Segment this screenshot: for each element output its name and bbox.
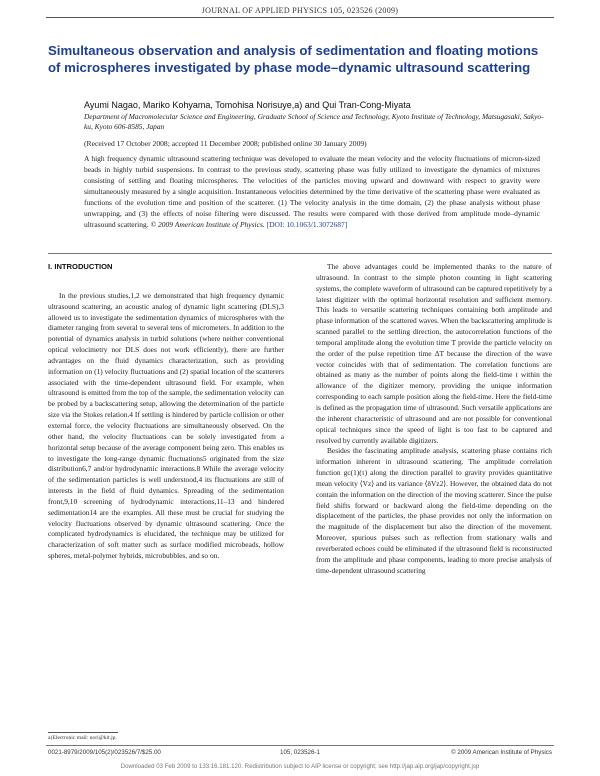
paragraph: In the previous studies,1,2 we demonstrated that high frequency dynamic ultrasound scattering, an acoustic analog of dynamic light scattering (DLS),3 allowed us to investigate the sedimentation dynamics of microspheres with the diameter ranging from several to several tens of micrometers. In addition to the potential of dynamics analysis in turbid solutions (where neither conventional optical velocimetry nor DLS does not work efficiently), there are further advantages on the fluid dynamics characterization, such as providing information on (1) velocity fluctuations and (2) spatial location of the scatterers associated with the time-dependent ultrasound field. For example, when ultrasound is emitted from the top of the sample, the sedimentation velocity can be probed by a backscattering setup, allowing the determination of the particle size via the Stokes relation.4 If settling is hindered by particle collision or other external force, the velocity fluctuations are simultaneously observed. On the other hand, the velocity fluctuations can be solely investigated from a horizontal setup because of the average component being zero. This enables us to investigate the long-range dynamic fluctuations5 originated from the size distribution6,7 and/or hydrodynamic interactions.8 While the average velocity of the sedimentation particles is well understood,4 its fluctuations are still of interests in the field of fluid dynamics. Spreading of the sedimentation front,9,10 screening of hydrodynamic interactions,11–13 and hindered sedimentation14 are the examples. All these must be crucial for studying the velocity fluctuations observed by dynamic ultrasound scattering. Once the complicated hydrodynamics is elucidated, the technique may be utilized for characterization of soft matter such as surface modified microbeads, hollow spheres, metal-polymer hybrids, microbubbles, and so on. — [48, 290, 284, 561]
footer-rule — [46, 745, 554, 746]
abstract — [84, 154, 540, 231]
left-column — [48, 262, 284, 562]
footnote-rule — [48, 732, 118, 733]
received-dates: (Received 17 October 2008; accepted 11 December 2008; published online 30 January 2009) — [84, 139, 367, 148]
footnote-email: a)Electronic mail: nori@kit.jp. — [48, 735, 117, 741]
download-notice: Downloaded 03 Feb 2009 to 133.16.181.120. Redistribution subject to AIP license or copyright; see http://jap.aip.org/jap/copyright.jsp — [120, 763, 480, 770]
author-list: Ayumi Nagao, Mariko Kohyama, Tomohisa Norisuye,a) and Qui Tran-Cong-Miyata — [84, 100, 411, 110]
header-rule — [46, 17, 554, 18]
abstract-text: A high frequency dynamic ultrasound scattering technique was developed to evaluate the mean velocity and the velocity fluctuations of micron-sized beads in highly turbid suspensions. In contrast to the previous study, scattering phase was fully utilized to investigate the dynamics of mixtures consisting of settling and floating microspheres. The velocities of the particles moving upward and downward with respect to gravity were simultaneously measured by a single acquisition. Instantaneous velocities determined by the time derivative of the scattering phase were evaluated as functions of the evolution time and position of the scatterer. (1) The velocity analysis in the time domain, (2) the phase analysis without phase unwrapping, and (3) the effects of noise filtering were discussed. The results were compared with those derived from amplitude mode–dynamic ultrasound scattering. — [84, 154, 540, 229]
doi-link[interactable]: [DOI: 10.1063/1.3072687] — [266, 219, 348, 229]
section-divider — [48, 253, 552, 254]
article-title: Simultaneous observation and analysis of sedimentation and floating motions of microspheres investigated by phase mode–dynamic ultrasound scattering — [48, 43, 539, 75]
paragraph: Besides the fascinating amplitude analysis, scattering phase contains rich information inherent in ultrasound scattering. The amplitude correlation function gc(1)(τ) along the direction parallel to gravity provides quantitative mean velocity ⟨Vz⟩ and its variance ⟨δVz2⟩. However, the obtained data do not contain the information on the direction of the moving scatterer. Since the pulse field shifts forward or backward along the field-time depending on the displacement of the particles, the phase provides not only the information on the magnitude of the displacement but also the direction of the movement. Moreover, spurious pulses such as reflection from stationary walls and reverberated echoes could be eliminated if the ultrasound field is reconstructed from the amplitude and phase components, leading to more precise analysis of time-dependent ultrasound scattering — [316, 446, 552, 575]
abstract-copyright: © 2009 American Institute of Physics. — [150, 219, 265, 229]
affiliation: Department of Macromolecular Science and Engineering, Graduate School of Science and Technology, Kyoto Institute of Technology, Matsugasaki, Sakyo-ku, Kyoto 606-8585, Japan — [84, 112, 544, 131]
paragraph: The above advantages could be implemented thanks to the nature of ultrasound. In contrast to the simple photon counting in light scattering systems, the complete waveform of ultrasound can be captured repetitively by a latest digitizer with the optimal horizontal resolution and sufficient memory. This leads to versatile scattering techniques containing both amplitude and phase information of the scattered waves. When the backscattering amplitude is scanned parallel to the settling direction, the autocorrelation functions of the temporal amplitude along the evolution time T provide the particle velocity on the order of the pulse repetition time ΔT because the direction of the wave vector coincides with that of sedimentation. The correlation functions are obtained as many as the number of points along the field-time t within the allowance of the digitizer memory, providing the unique information corresponding to each sample position along the field-time. Here the field-time is defined as the propagation time of ultrasound. Such versatile applications are the inherent characteristic of ultrasound and are not possible for conventional optical techniques since the speed of light is too fast to be captured and resolved by currently available digitizers. — [316, 262, 553, 445]
footer-page-number: 105, 023526-1 — [280, 749, 320, 756]
footer-issn: 0021-8979/2009/105(2)/023526/7/$25.00 — [48, 749, 161, 756]
footer-copyright: © 2009 American Institute of Physics — [451, 749, 552, 756]
section-heading: I. INTRODUCTION — [48, 262, 113, 271]
running-head: JOURNAL OF APPLIED PHYSICS 105, 023526 (2009) — [201, 6, 399, 15]
right-column — [316, 262, 552, 576]
